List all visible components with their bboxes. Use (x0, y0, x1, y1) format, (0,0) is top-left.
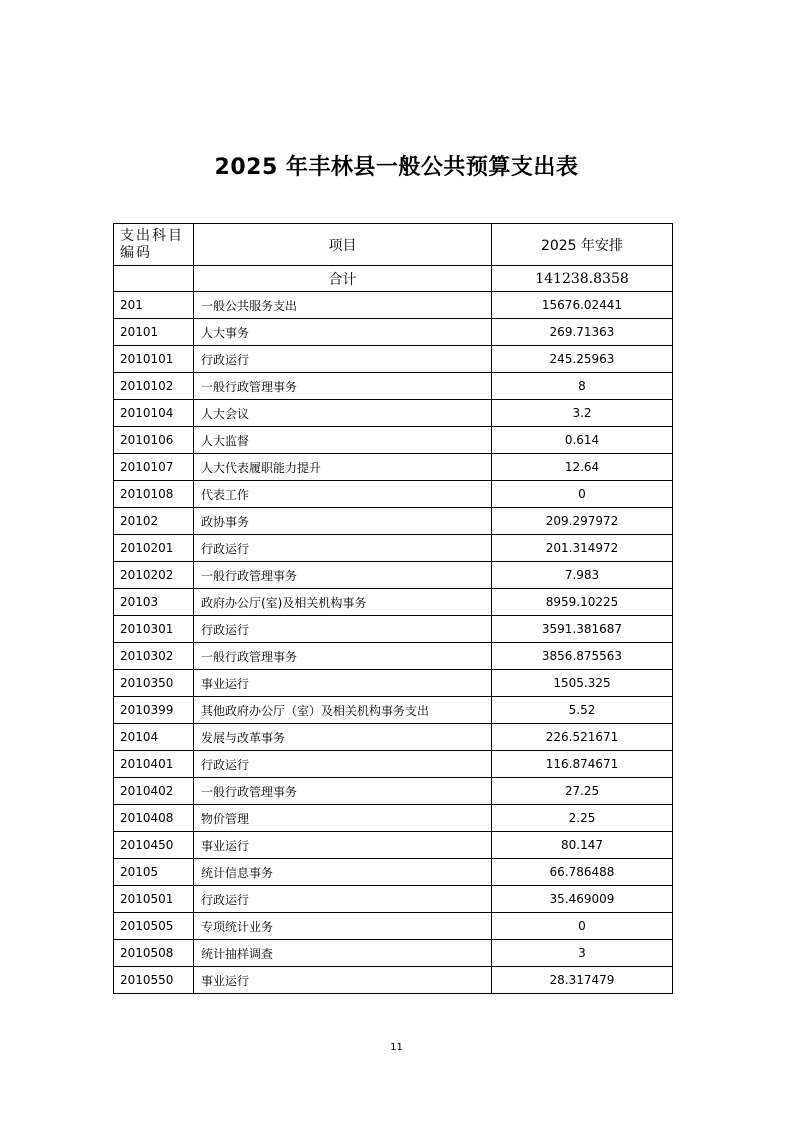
row-item-name: 行政运行 (194, 535, 492, 562)
total-code-cell (114, 266, 194, 292)
row-code: 2010107 (114, 454, 194, 481)
row-amount: 5.52 (492, 697, 673, 724)
table-row (114, 805, 673, 832)
row-code: 2010350 (114, 670, 194, 697)
row-amount: 0.614 (492, 427, 673, 454)
row-item-name: 行政运行 (194, 346, 492, 373)
row-item-name: 一般公共服务支出 (194, 292, 492, 319)
table-row (114, 778, 673, 805)
row-amount: 116.874671 (492, 751, 673, 778)
table-row (114, 670, 673, 697)
table-row (114, 535, 673, 562)
row-code: 2010402 (114, 778, 194, 805)
row-item-name: 一般行政管理事务 (194, 643, 492, 670)
header-code: 支出科目编码 (114, 224, 194, 266)
row-code: 20102 (114, 508, 194, 535)
budget-table (113, 223, 673, 994)
table-row (114, 913, 673, 940)
row-code: 2010102 (114, 373, 194, 400)
table-row (114, 562, 673, 589)
table-row (114, 616, 673, 643)
row-item-name: 人大代表履职能力提升 (194, 454, 492, 481)
row-amount: 0 (492, 913, 673, 940)
table-row (114, 697, 673, 724)
table-row (114, 886, 673, 913)
row-code: 2010399 (114, 697, 194, 724)
table-row (114, 427, 673, 454)
table-row (114, 292, 673, 319)
row-code: 2010108 (114, 481, 194, 508)
row-item-name: 代表工作 (194, 481, 492, 508)
row-item-name: 行政运行 (194, 886, 492, 913)
row-item-name: 统计抽样调查 (194, 940, 492, 967)
row-item-name: 物价管理 (194, 805, 492, 832)
row-amount: 3 (492, 940, 673, 967)
table-row (114, 643, 673, 670)
row-code: 2010101 (114, 346, 194, 373)
row-item-name: 事业运行 (194, 832, 492, 859)
row-amount: 8959.10225 (492, 589, 673, 616)
row-amount: 28.317479 (492, 967, 673, 994)
row-code: 20101 (114, 319, 194, 346)
page-number: 11 (390, 1042, 403, 1053)
row-amount: 3.2 (492, 400, 673, 427)
table-row (114, 832, 673, 859)
row-amount: 12.64 (492, 454, 673, 481)
table-row (114, 373, 673, 400)
row-item-name: 事业运行 (194, 670, 492, 697)
table-row (114, 859, 673, 886)
row-code: 2010301 (114, 616, 194, 643)
row-amount: 245.25963 (492, 346, 673, 373)
row-amount: 35.469009 (492, 886, 673, 913)
row-item-name: 人大事务 (194, 319, 492, 346)
row-item-name: 一般行政管理事务 (194, 778, 492, 805)
row-amount: 0 (492, 481, 673, 508)
row-code: 2010501 (114, 886, 194, 913)
row-item-name: 行政运行 (194, 616, 492, 643)
row-amount: 66.786488 (492, 859, 673, 886)
row-item-name: 政府办公厅(室)及相关机构事务 (194, 589, 492, 616)
row-amount: 3591.381687 (492, 616, 673, 643)
row-code: 2010401 (114, 751, 194, 778)
row-amount: 15676.02441 (492, 292, 673, 319)
row-amount: 8 (492, 373, 673, 400)
row-amount: 7.983 (492, 562, 673, 589)
row-item-name: 专项统计业务 (194, 913, 492, 940)
row-amount: 80.147 (492, 832, 673, 859)
row-amount: 1505.325 (492, 670, 673, 697)
row-amount: 269.71363 (492, 319, 673, 346)
table-row (114, 346, 673, 373)
row-item-name: 一般行政管理事务 (194, 562, 492, 589)
row-item-name: 行政运行 (194, 751, 492, 778)
total-row (114, 266, 673, 292)
row-code: 2010104 (114, 400, 194, 427)
row-code: 2010106 (114, 427, 194, 454)
total-amount: 141238.8358 (492, 266, 673, 292)
table-row (114, 940, 673, 967)
row-amount: 27.25 (492, 778, 673, 805)
table-row (114, 319, 673, 346)
row-amount: 3856.875563 (492, 643, 673, 670)
table-row (114, 967, 673, 994)
row-code: 20104 (114, 724, 194, 751)
header-item: 项目 (194, 224, 492, 266)
table-row (114, 400, 673, 427)
table-header-row (114, 224, 673, 266)
row-code: 2010450 (114, 832, 194, 859)
row-code: 2010201 (114, 535, 194, 562)
row-amount: 2.25 (492, 805, 673, 832)
row-code: 2010508 (114, 940, 194, 967)
row-code: 2010202 (114, 562, 194, 589)
row-code: 2010302 (114, 643, 194, 670)
row-item-name: 发展与改革事务 (194, 724, 492, 751)
table-row (114, 751, 673, 778)
header-amount: 2025 年安排 (492, 224, 673, 266)
row-item-name: 一般行政管理事务 (194, 373, 492, 400)
table-row (114, 589, 673, 616)
row-code: 2010550 (114, 967, 194, 994)
table-row (114, 508, 673, 535)
row-code: 201 (114, 292, 194, 319)
row-item-name: 人大会议 (194, 400, 492, 427)
row-amount: 226.521671 (492, 724, 673, 751)
row-item-name: 政协事务 (194, 508, 492, 535)
row-item-name: 统计信息事务 (194, 859, 492, 886)
row-amount: 201.314972 (492, 535, 673, 562)
row-code: 20105 (114, 859, 194, 886)
row-amount: 209.297972 (492, 508, 673, 535)
total-label: 合计 (194, 266, 492, 292)
row-item-name: 事业运行 (194, 967, 492, 994)
table-row (114, 481, 673, 508)
page-title: 2025 年丰林县一般公共预算支出表 (214, 155, 579, 180)
row-code: 20103 (114, 589, 194, 616)
table-row (114, 724, 673, 751)
table-row (114, 454, 673, 481)
row-item-name: 其他政府办公厅（室）及相关机构事务支出 (194, 697, 492, 724)
row-code: 2010505 (114, 913, 194, 940)
row-item-name: 人大监督 (194, 427, 492, 454)
row-code: 2010408 (114, 805, 194, 832)
